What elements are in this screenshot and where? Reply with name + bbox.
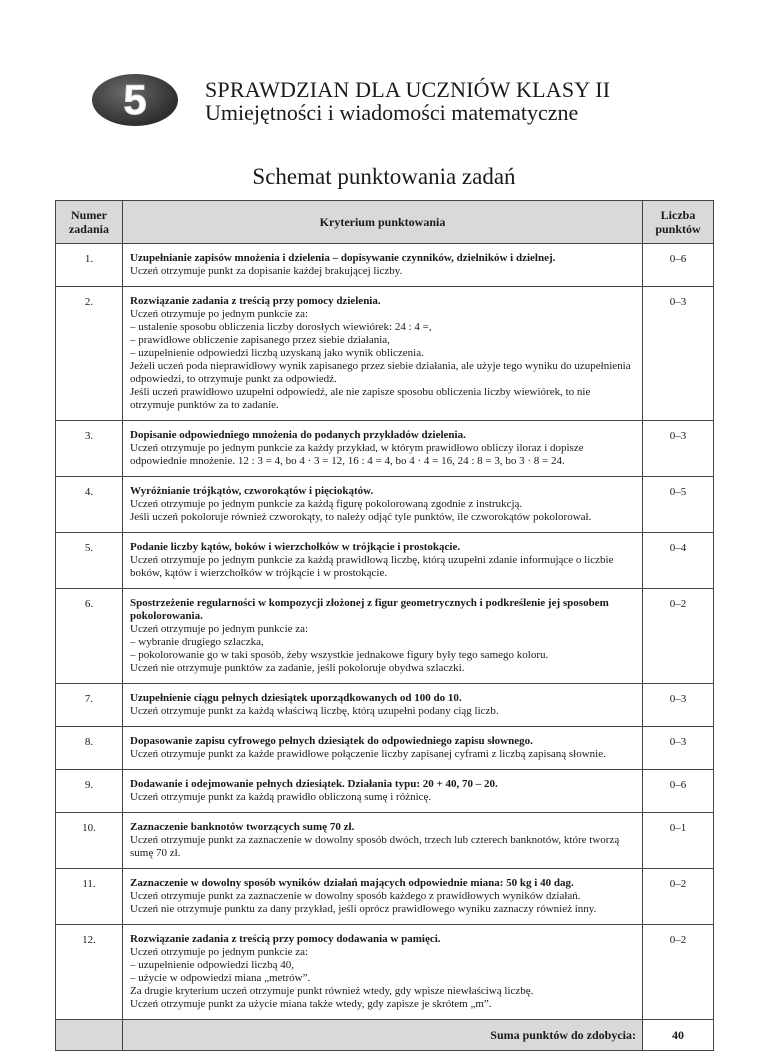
- table-header-row: [56, 201, 714, 244]
- task-number: 8.: [56, 727, 123, 770]
- criterion-line: Jeśli uczeń prawidłowo uzupełni odpowiedź, ale nie zapisze sposobu obliczenia liczby wiewiórek, to nie otrzymuje punktów za to zadanie.: [130, 386, 591, 411]
- criterion-title: Rozwiązanie zadania z treścią przy pomocy dodawania w pamięci.: [130, 933, 441, 945]
- task-points: 0–5: [643, 477, 714, 533]
- table-row: [56, 477, 714, 533]
- task-criterion: [123, 813, 643, 869]
- task-criterion: [123, 770, 643, 813]
- criterion-line: Uczeń otrzymuje po jednym punkcie za każdą prawidłową liczbę, którą uzupełni zdanie informujące o liczbie boków, kątów i wierzchołków w trójkącie i w prostokącie.: [130, 554, 614, 579]
- criterion-line: Jeśli uczeń pokoloruje również czworokąty, to należy odjąć tyle punktów, ile czworokątów pokolorował.: [130, 511, 592, 523]
- criterion-title: Zaznaczenie banknotów tworzących sumę 70 zł.: [130, 821, 355, 833]
- table-row: [56, 589, 714, 684]
- table-row: [56, 770, 714, 813]
- criterion-title: Dopisanie odpowiedniego mnożenia do podanych przykładów dzielenia.: [130, 429, 466, 441]
- criterion-line: Uczeń otrzymuje po jednym punkcie za:: [130, 623, 309, 635]
- task-points: 0–3: [643, 287, 714, 421]
- criterion-title: Podanie liczby kątów, boków i wierzchołków w trójkącie i prostokącie.: [130, 541, 461, 553]
- task-criterion: [123, 869, 643, 925]
- table-row: [56, 287, 714, 421]
- criterion-line: Uczeń otrzymuje punkt za zaznaczenie w dowolny sposób każdego z prawidłowych wyników działań.: [130, 890, 581, 902]
- task-number: 3.: [56, 421, 123, 477]
- task-criterion: [123, 684, 643, 727]
- task-criterion: [123, 533, 643, 589]
- criterion-line: Jeżeli uczeń poda nieprawidłowy wynik zapisanego przez siebie działania, ale użyje tego wyniku do uzupełnienia odpowiedzi, to otrzymuje punkt za odpowiedź.: [130, 360, 631, 385]
- task-criterion: [123, 421, 643, 477]
- task-points: 0–3: [643, 421, 714, 477]
- criterion-title: Uzupełnianie zapisów mnożenia i dzielenia – dopisywanie czynników, dzielników i dzielnej.: [130, 252, 556, 264]
- criterion-line: Uczeń otrzymuje punkt za użycie miana także wtedy, gdy zapisze je skrótem „m”.: [130, 998, 492, 1010]
- table-row: [56, 869, 714, 925]
- task-number: 5.: [56, 533, 123, 589]
- criterion-line: Uczeń otrzymuje po jednym punkcie za:: [130, 308, 309, 320]
- table-body: [56, 244, 714, 1020]
- criterion-title: Rozwiązanie zadania z treścią przy pomocy dzielenia.: [130, 295, 381, 307]
- table-row: [56, 684, 714, 727]
- task-points: 0–6: [643, 770, 714, 813]
- criterion-line: Uczeń otrzymuje punkt za dopisanie każdej brakującej liczby.: [130, 265, 403, 277]
- task-number: 9.: [56, 770, 123, 813]
- criterion-line: Uczeń nie otrzymuje punktu za dany przykład, jeśli oprócz prawidłowego wyniku zaznaczy również inny.: [130, 903, 597, 915]
- criterion-line: Za drugie kryterium uczeń otrzymuje punkt również wtedy, gdy wpisze niewłaściwą liczbę.: [130, 985, 534, 997]
- criterion-title: Dopasowanie zapisu cyfrowego pełnych dziesiątek do odpowiedniego zapisu słownego.: [130, 735, 533, 747]
- document-title: SPRAWDZIAN DLA UCZNIÓW KLASY II: [205, 77, 611, 102]
- task-criterion: [123, 287, 643, 421]
- task-points: 0–2: [643, 869, 714, 925]
- criterion-line: – prawidłowe obliczenie zapisanego przez siebie działania,: [130, 334, 390, 346]
- criterion-line: Uczeń otrzymuje punkt za zaznaczenie w dowolny sposób dwóch, trzech lub czterech banknotów, które tworzą sumę 70 zł.: [130, 834, 620, 859]
- table-row: [56, 533, 714, 589]
- criterion-line: – ustalenie sposobu obliczenia liczby dorosłych wiewiórek: 24 : 4 =,: [130, 321, 432, 333]
- criterion-line: Uczeń otrzymuje punkt za każdą prawidło obliczoną sumę i różnicę.: [130, 791, 432, 803]
- task-number: 12.: [56, 925, 123, 1020]
- task-criterion: [123, 727, 643, 770]
- criterion-line: Uczeń nie otrzymuje punktów za zadanie, jeśli pokoloruje obydwa szlaczki.: [130, 662, 465, 674]
- criterion-line: Uczeń otrzymuje punkt za każdą właściwą liczbę, którą uzupełni podany ciąg liczb.: [130, 705, 499, 717]
- task-points: 0–3: [643, 727, 714, 770]
- sum-label: Suma punktów do zdobycia:: [123, 1020, 643, 1051]
- criterion-title: Uzupełnienie ciągu pełnych dziesiątek uporządkowanych od 100 do 10.: [130, 692, 462, 704]
- task-points: 0–2: [643, 589, 714, 684]
- task-criterion: [123, 589, 643, 684]
- criterion-title: Wyróżnianie trójkątów, czworokątów i pięciokątów.: [130, 485, 374, 497]
- task-points: 0–2: [643, 925, 714, 1020]
- sum-value: 40: [643, 1020, 714, 1051]
- task-number: 11.: [56, 869, 123, 925]
- task-number: 1.: [56, 244, 123, 287]
- header-points: Liczba punktów: [643, 201, 714, 244]
- criterion-title: Spostrzeżenie regularności w kompozycji złożonej z figur geometrycznych i podkreślenie jej sposobem pokolorowania.: [130, 597, 609, 622]
- task-number: 4.: [56, 477, 123, 533]
- header-number: Numer zadania: [56, 201, 123, 244]
- criterion-line: – wybranie drugiego szlaczka,: [130, 636, 264, 648]
- table-sum-row: [56, 1020, 714, 1051]
- task-points: 0–4: [643, 533, 714, 589]
- criterion-title: Dodawanie i odejmowanie pełnych dziesiątek. Działania typu: 20 + 40, 70 – 20.: [130, 778, 498, 790]
- task-points: 0–6: [643, 244, 714, 287]
- task-points: 0–1: [643, 813, 714, 869]
- table-row: [56, 925, 714, 1020]
- document-subtitle: Umiejętności i wiadomości matematyczne: [205, 100, 579, 125]
- task-criterion: [123, 477, 643, 533]
- scoring-table: [55, 200, 714, 1051]
- criterion-line: Uczeń otrzymuje po jednym punkcie za każdy przykład, w którym prawidłowo obliczy iloraz i dopisze odpowiednie mnożenie. 12 : 3 = 4, bo 4 · 3 = 12, 16 : 4 = 4, bo 4 · 4 = 16, 24 : 8 = 3, bo 3 · 8 = 24.: [130, 442, 584, 467]
- criterion-line: – użycie w odpowiedzi miana „metrów”.: [130, 972, 311, 984]
- task-number: 7.: [56, 684, 123, 727]
- section-number-badge: [92, 74, 178, 126]
- table-row: [56, 421, 714, 477]
- table-row: [56, 727, 714, 770]
- task-number: 6.: [56, 589, 123, 684]
- criterion-line: – pokolorowanie go w taki sposób, żeby wszystkie jednakowe figury były tego samego koloru.: [130, 649, 549, 661]
- criterion-line: Uczeń otrzymuje punkt za każde prawidłowe połączenie liczby zapisanej cyframi z liczbą zapisaną słownie.: [130, 748, 606, 760]
- task-criterion: [123, 925, 643, 1020]
- criterion-title: Zaznaczenie w dowolny sposób wyników działań mających odpowiednie miana: 50 kg i 40 dag.: [130, 877, 574, 889]
- task-number: 10.: [56, 813, 123, 869]
- task-criterion: [123, 244, 643, 287]
- page-heading: Schemat punktowania zadań: [252, 164, 516, 189]
- badge-number: 5: [123, 76, 147, 123]
- task-number: 2.: [56, 287, 123, 421]
- table-row: [56, 244, 714, 287]
- criterion-line: – uzupełnienie odpowiedzi liczbą uzyskaną jako wynik obliczenia.: [130, 347, 424, 359]
- header-criterion: Kryterium punktowania: [123, 201, 643, 244]
- table-row: [56, 813, 714, 869]
- criterion-line: – uzupełnienie odpowiedzi liczbą 40,: [130, 959, 295, 971]
- criterion-line: Uczeń otrzymuje po jednym punkcie za:: [130, 946, 309, 958]
- task-points: 0–3: [643, 684, 714, 727]
- criterion-line: Uczeń otrzymuje po jednym punkcie za każdą figurę pokolorowaną zgodnie z instrukcją.: [130, 498, 523, 510]
- sum-blank-cell: [56, 1020, 123, 1051]
